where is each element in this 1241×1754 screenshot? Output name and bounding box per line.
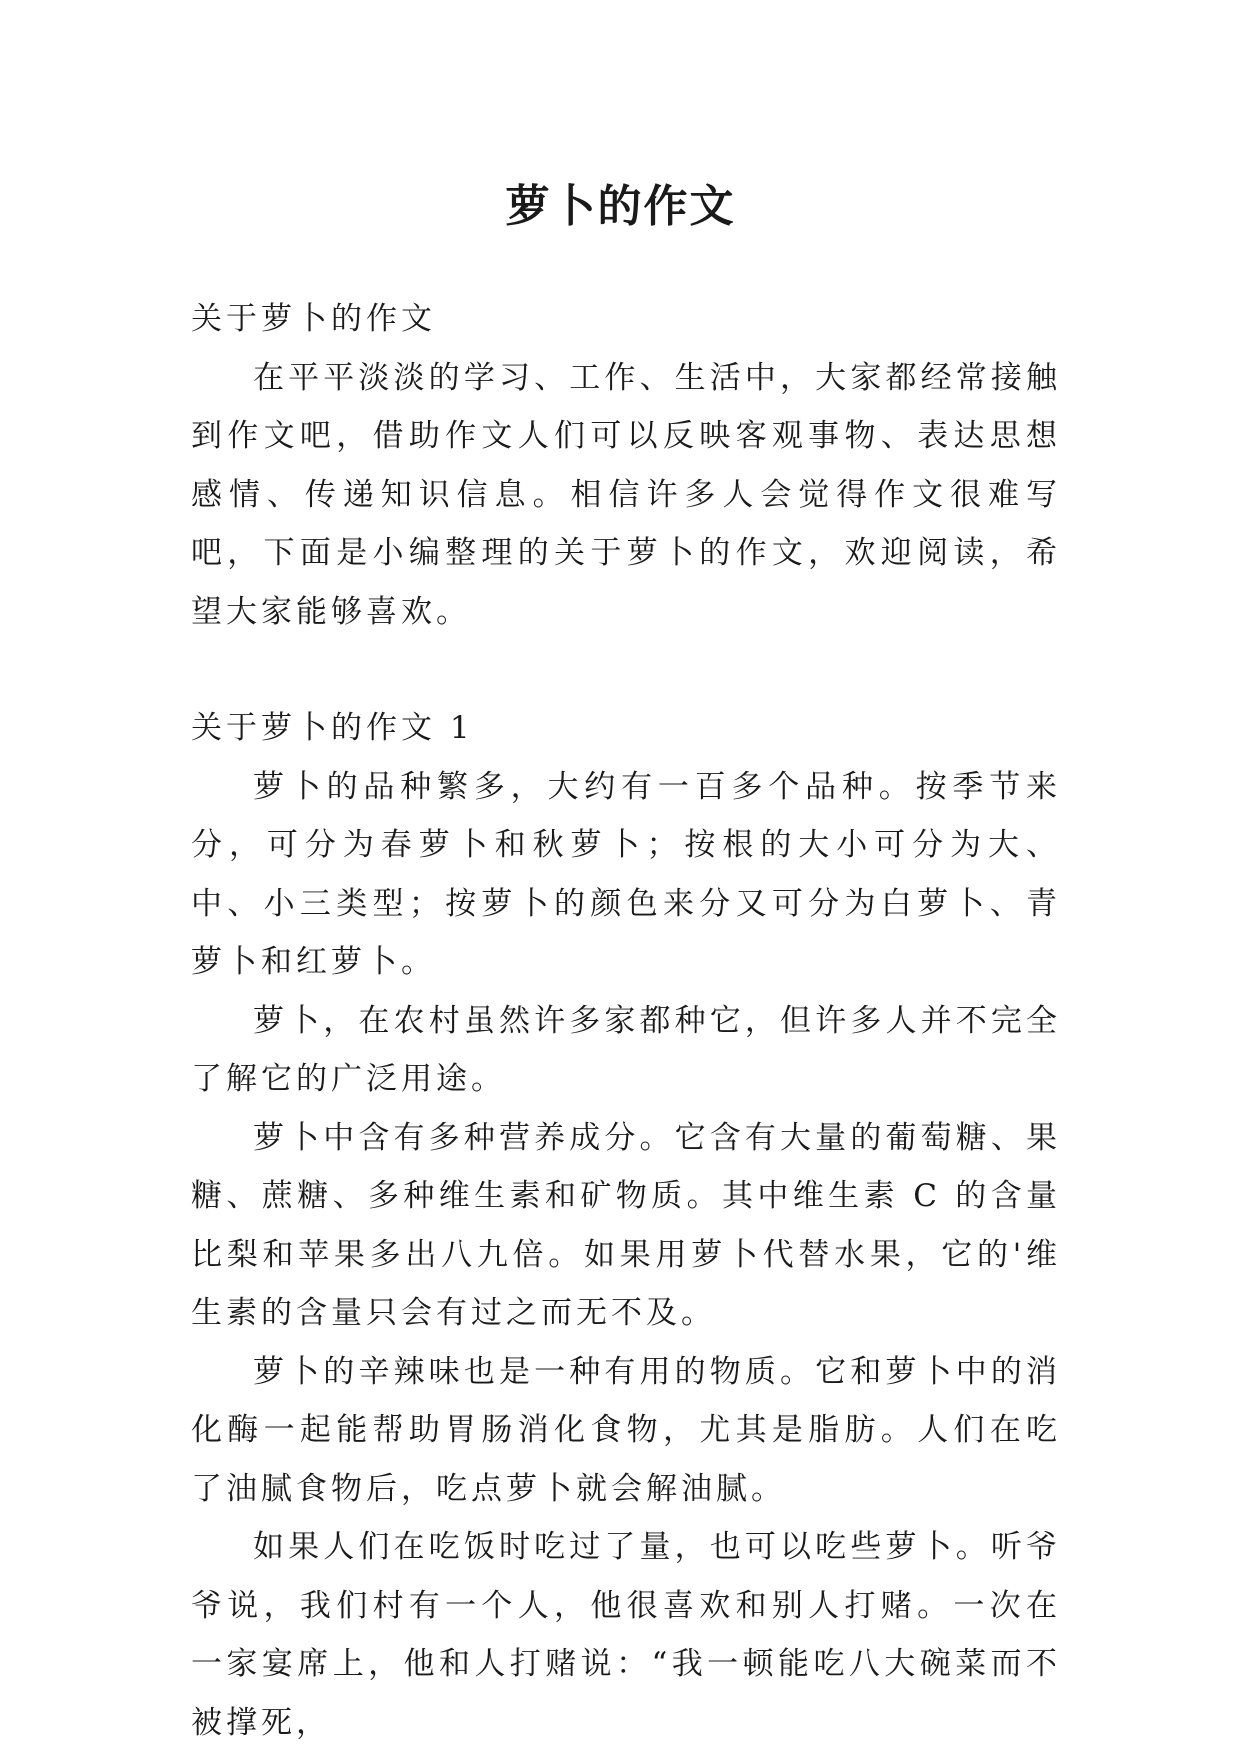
page-title: 萝卜的作文 <box>505 181 736 233</box>
section-1-heading: 关于萝卜的作文 1 <box>191 710 474 746</box>
section-spacer <box>191 641 1061 699</box>
document-body <box>191 290 1061 1752</box>
section-1-paragraph: 萝卜，在农村虽然许多家都种它，但许多人并不完全了解它的广泛用途。 <box>191 1002 1061 1097</box>
section-1-paragraph: 萝卜的品种繁多，大约有一百多个品种。按季节来分，可分为春萝卜和秋萝卜；按根的大小可分为大、中、小三类型；按萝卜的颜色来分又可分为白萝卜、青萝卜和红萝卜。 <box>191 768 1061 980</box>
section-1-paragraph: 如果人们在吃饭时吃过了量，也可以吃些萝卜。听爷爷说，我们村有一个人，他很喜欢和别人打赌。一次在一家宴席上，他和人打赌说：“我一顿能吃八大碗菜而不被撑死， <box>191 1529 1061 1741</box>
intro-paragraph: 在平平淡淡的学习、工作、生活中，大家都经常接触到作文吧，借助作文人们可以反映客观事物、表达思想感情、传递知识信息。相信许多人会觉得作文很难写吧，下面是小编整理的关于萝卜的作文，欢迎阅读，希望大家能够喜欢。 <box>191 359 1061 630</box>
section-1-paragraph: 萝卜中含有多种营养成分。它含有大量的葡萄糖、果糖、蔗糖、多种维生素和矿物质。其中维生素 C 的含量比梨和苹果多出八九倍。如果用萝卜代替水果，它的'维生素的含量只会有过之而无不及。 <box>191 1119 1061 1331</box>
section-1-paragraph: 萝卜的辛辣味也是一种有用的物质。它和萝卜中的消化酶一起能帮助胃肠消化食物，尤其是脂肪。人们在吃了油腻食物后，吃点萝卜就会解油腻。 <box>191 1353 1061 1507</box>
intro-heading: 关于萝卜的作文 <box>191 301 436 337</box>
